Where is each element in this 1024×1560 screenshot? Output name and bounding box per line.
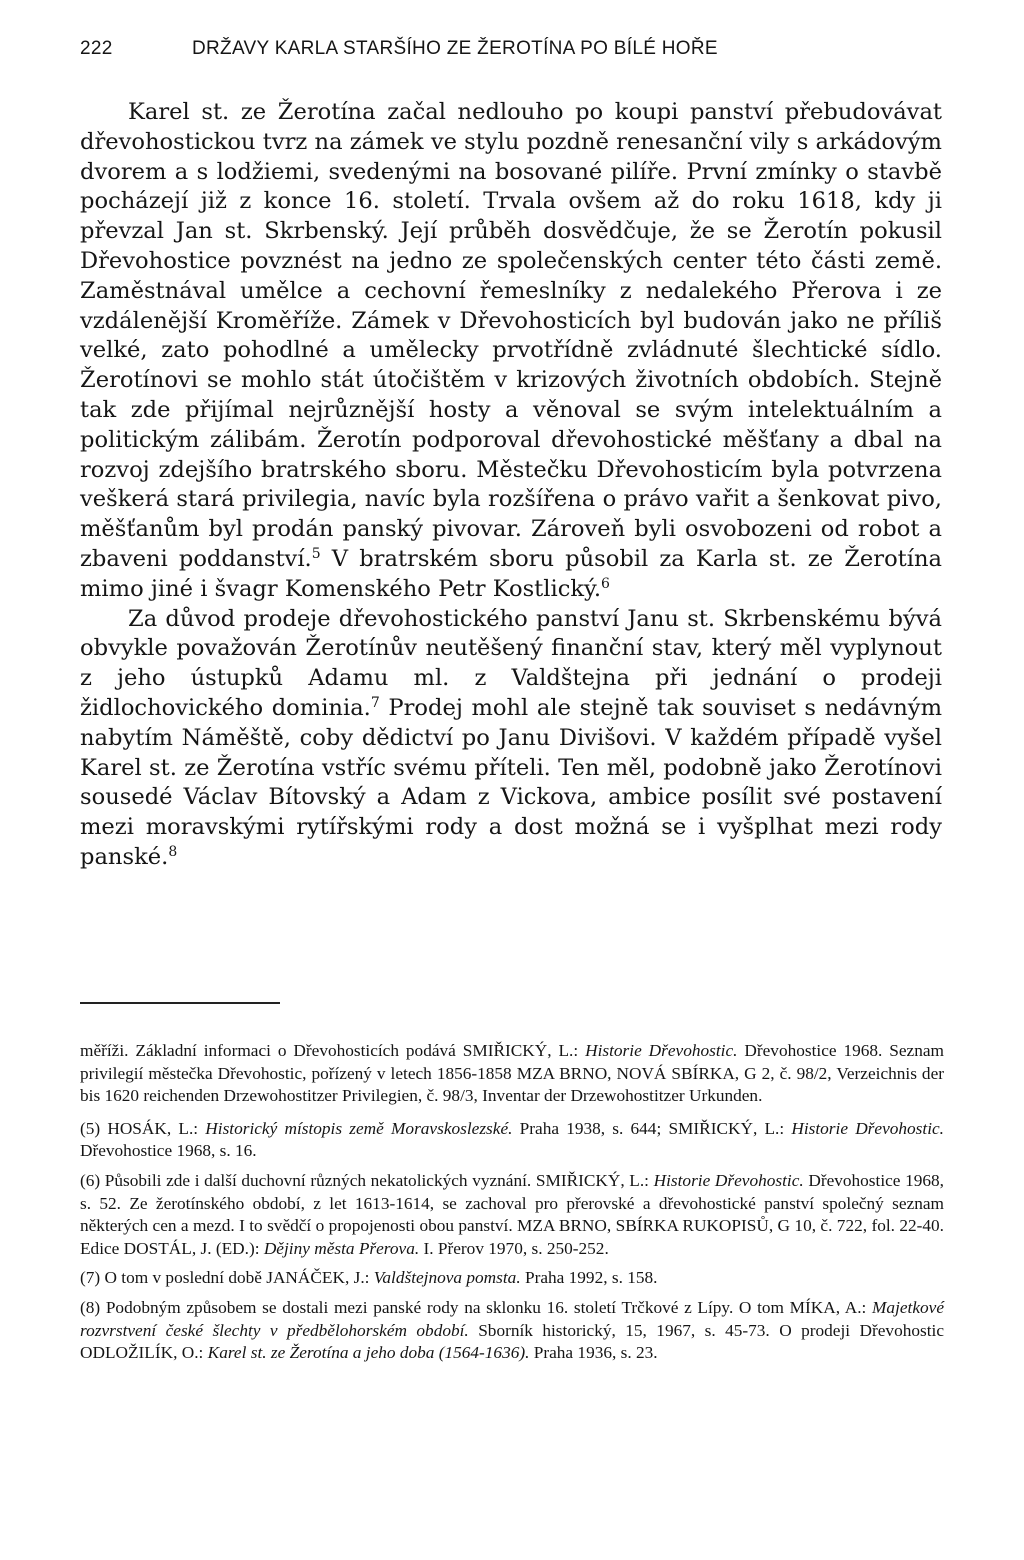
footnote-text: měříži. Základní informaci o Dřevohosticích podává SMIŘICKÝ, L.: <box>80 1041 586 1060</box>
footnote-5 <box>80 1118 944 1163</box>
footnote-title: Historický místopis země Moravskoslezské. <box>205 1118 513 1138</box>
footnote-title: Dějiny města Přerova. <box>263 1238 420 1258</box>
footnote-continuation <box>80 1040 944 1108</box>
paragraph-1-text-cont: V bratrském sboru působil za Karla st. ze Žerotína mimo jiné i švagr Komenského Petr Kostlický. <box>80 545 943 602</box>
footnote-text: (8) Podobným způsobem se dostali mezi panské rody na sklonku 16. století Trčkové z Lípy. O tom MÍKA, A.: <box>80 1297 873 1317</box>
footnote-title: Majetkové rozvrstvení české šlechty v předbělohorském období. <box>80 1297 944 1340</box>
footnote-ref-5[interactable]: 5 <box>311 545 321 562</box>
footnote-text: Dřevohostice 1968. Seznam privilegií městečka Dřevohostic, pořízený v letech 1856-1858 MZA BRNO, NOVÁ SBÍRKA, G 2, č. 98/2, Verzeichnis der bis 1620 reichenden Drzewohostitzer Privilegien, č. 98/3, Inventar der Drzewohostitzer Urkunden. <box>80 1041 944 1106</box>
footnote-title: Historie Dřevohostic. <box>653 1170 804 1190</box>
footnote-text: Sborník historický, 15, 1967, s. 45-73. O prodeji Dřevohostic ODLOŽILÍK, O.: <box>80 1320 944 1363</box>
footnote-text: I. Přerov 1970, s. 250-252. <box>419 1238 609 1258</box>
footnote-6 <box>80 1170 944 1260</box>
footnote-text: (7) O tom v poslední době JANÁČEK, J.: <box>80 1268 374 1288</box>
footnote-text: Praha 1938, s. 644; SMIŘICKÝ, L.: <box>512 1118 792 1138</box>
footnote-text: Praha 1992, s. 158. <box>520 1268 658 1288</box>
footnote-text: Praha 1936, s. 23. <box>529 1343 658 1363</box>
paragraph-1-text: Karel st. ze Žerotína začal nedlouho po koupi panství přebudovávat dřevohostickou tvrz na zámek ve stylu pozdně renesanční vily s arkádovým dvorem a s lodžiemi, svedenými na bosované pilíře. První zmínky o stavbě pocházejí již z konce 16. století. Trvala ovšem až do roku 1618, kdy ji převzal Jan st. Skrbenský. Její průběh dosvědčuje, že se Žerotín pokusil Dřevohostice povznést na jedno ze společenských center této části země. Zaměstnával umělce a cechovní řemeslníky z nedalekého Přerova i ze vzdálenější Kroměříže. Zámek v Dřevohosticích byl budován jako ne příliš velké, zato pohodlné a umělecky prvotřídně zvládnuté šlechtické sídlo. Žerotínovi se mohlo stát útočištěm v krizových životních obdobích. Stejně tak zde přijímal nejrůznější hosty a věnoval se svým intelektuálním a politickým zálibám. Žerotín podporoval dřevohostické měšťany a dbal na rozvoj zdejšího bratrského sboru. Městečku Dřevohosticím byla potvrzena veškerá stará privilegia, navíc byla rozšířena o právo vařit a šenkovat pivo, měšťanům byl prodán panský pivovar. Zároveň byli osvobozeni od robot a zbaveni poddanství. <box>80 99 942 572</box>
paragraph-2 <box>80 605 942 873</box>
footnote-text: (6) Působili zde i další duchovní různých nekatolických vyznání. SMIŘICKÝ, L.: <box>80 1170 654 1190</box>
footnote-title: Karel st. ze Žerotína a jeho doba (1564-1636). <box>207 1343 530 1363</box>
footnote-title: Historie Dřevohostic. <box>791 1118 944 1138</box>
paragraph-2-text: Za důvod prodeje dřevohostického panství Janu st. Skrbenskému bývá obvykle považován Žerotínův neutěšený finanční stav, který měl vyplynout z jeho ústupků Adamu ml. z Valdštejna při jednání o prodeji židlochovického dominia. <box>80 605 942 721</box>
footnote-title: Historie Dřevohostic. <box>585 1041 738 1060</box>
footnote-divider <box>80 1002 280 1004</box>
footnote-text: (5) HOSÁK, L.: <box>80 1118 206 1138</box>
paragraph-1 <box>80 98 942 605</box>
page-header <box>80 38 960 60</box>
footnote-text: Dřevohostice 1968, s. 16. <box>80 1141 257 1161</box>
page-number: 222 <box>80 38 113 59</box>
footnote-ref-7[interactable]: 7 <box>370 694 380 711</box>
footnote-title: Valdštejnova pomsta. <box>373 1268 521 1288</box>
footnotes <box>80 1040 944 1372</box>
footnote-7 <box>80 1267 944 1290</box>
footnote-text: Dřevohostice 1968, s. 52. Ze žerotínského období, z let 1613-1614, se zachoval pro přerovské a dřevohostické panství společný seznam některých cen a mezd. I to svědčí o propojenosti obou panství. MZA BRNO, SBÍRKA RUKOPISŮ, G 10, č. 722, fol. 22-40. Edice DOSTÁL, J. (ED.): <box>80 1170 944 1258</box>
running-title: DRŽAVY KARLA STARŠÍHO ZE ŽEROTÍNA PO BÍLÉ HOŘE <box>192 38 718 59</box>
footnote-8 <box>80 1297 944 1365</box>
footnote-ref-6[interactable]: 6 <box>601 575 610 592</box>
footnote-ref-8[interactable]: 8 <box>168 843 178 860</box>
main-text <box>80 98 942 873</box>
paragraph-2-text-cont: Prodej mohl ale stejně tak souviset s nedávným nabytím Náměště, coby dědictví po Janu Divišovi. V každém případě vyšel Karel st. ze Žerotína vstříc svému příteli. Ten měl, podobně jako Žerotínovi sousedé Václav Bítovský a Adam z Vickova, ambice posílit své postavení mezi moravskými rytířskými rody a dost možná se i vyšplhat mezi rody panské. <box>80 694 942 870</box>
